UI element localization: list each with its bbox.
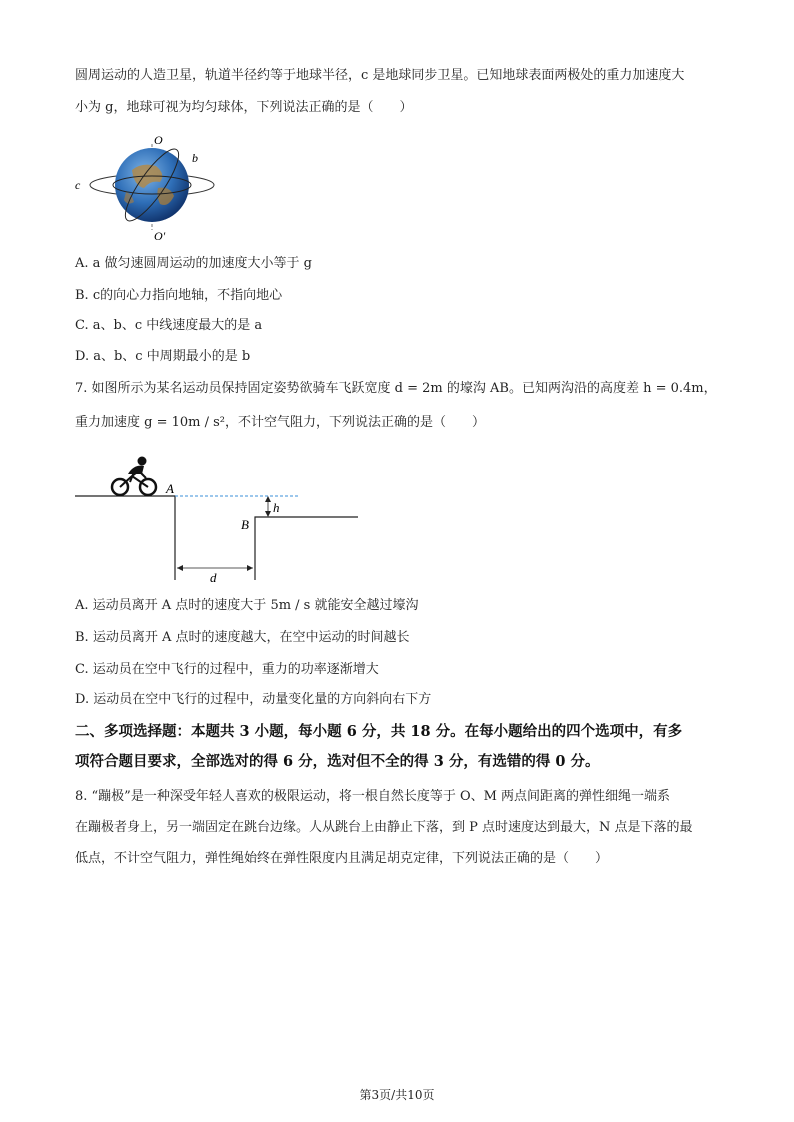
q7-stem-line1: 7. 如图所示为某名运动员保持固定姿势欲骑车飞跃宽度 d = 2m 的壕沟 AB。已知两沟沿的高度差 h = 0.4m， — [75, 381, 717, 396]
q8-stem-line1: 8. “蹦极”是一种深受年轻人喜欢的极限运动，将一根自然长度等于 O、M 两点间距离的弹性细绳一端系 — [75, 789, 671, 804]
ground-A — [75, 496, 175, 580]
q7-option-b: B. 运动员离开 A 点时的速度越大，在空中运动的时间越长 — [75, 630, 410, 645]
earth-orbit-figure — [70, 130, 230, 245]
q7-option-a: A. 运动员离开 A 点时的速度大于 5m / s 就能安全越过壕沟 — [75, 598, 419, 613]
label-a: a — [100, 176, 106, 190]
q6-option-b: B. c的向心力指向地轴，不指向地心 — [75, 288, 283, 303]
label-h: h — [273, 500, 280, 515]
label-A: A — [166, 481, 174, 496]
ditch-figure — [70, 450, 370, 590]
q6-option-a: A. a 做匀速圆周运动的加速度大小等于 g — [75, 256, 312, 271]
label-B: B — [241, 517, 249, 532]
label-b: b — [192, 151, 198, 165]
ground-B — [255, 517, 358, 580]
q6-option-d: D. a、b、c 中周期最小的是 b — [75, 349, 251, 364]
section2-heading-line1: 二、多项选择题：本题共 3 小题，每小题 6 分，共 18 分。在每小题给出的四个选项中，有多 — [75, 723, 683, 740]
label-O-prime: O' — [154, 229, 166, 243]
page-number: 第3页/共10页 — [359, 1088, 435, 1102]
q8-stem-line3: 低点，不计空气阻力，弹性绳始终在弹性限度内且满足胡克定律，下列说法正确的是（ ） — [75, 851, 609, 866]
cyclist-icon — [112, 457, 156, 496]
q7-option-d: D. 运动员在空中飞行的过程中，动量变化量的方向斜向右下方 — [75, 692, 432, 707]
q6-stem-line1: 圆周运动的人造卫星，轨道半径约等于地球半径，c 是地球同步卫星。已知地球表面两极处的重力加速度大 — [75, 68, 685, 83]
q7-option-c: C. 运动员在空中飞行的过程中，重力的功率逐渐增大 — [75, 662, 379, 677]
label-c: c — [75, 178, 81, 192]
label-O: O — [154, 133, 163, 147]
q6-stem-line2: 小为 g，地球可视为均匀球体，下列说法正确的是（ ） — [75, 100, 413, 115]
q8-stem-line2: 在蹦极者身上，另一端固定在跳台边缘。人从跳台上由静止下落，到 P 点时速度达到最大，N 点是下落的最 — [75, 820, 693, 835]
q6-option-c: C. a、b、c 中线速度最大的是 a — [75, 318, 263, 333]
label-d: d — [210, 570, 217, 585]
q7-stem-line2: 重力加速度 g = 10m / s²，不计空气阻力，下列说法正确的是（ ） — [75, 415, 486, 430]
section2-heading-line2: 项符合题目要求，全部选对的得 6 分，选对但不全的得 3 分，有选错的得 0 分。 — [75, 753, 600, 770]
